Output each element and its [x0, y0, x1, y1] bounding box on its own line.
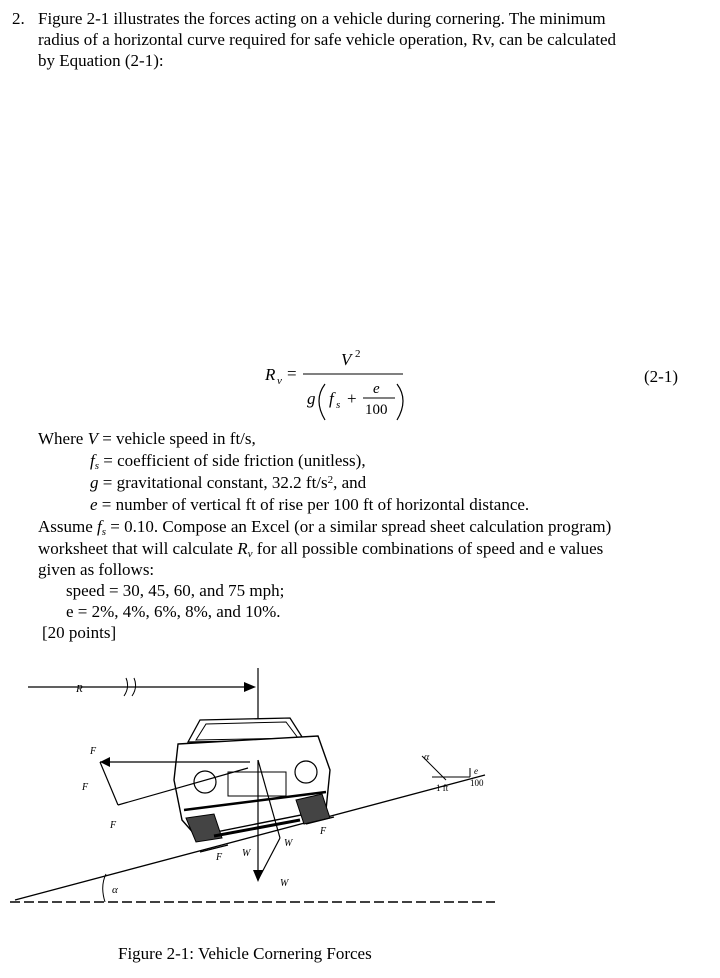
rv-arrowhead — [244, 682, 256, 692]
task-line-3: given as follows: — [38, 560, 155, 579]
def-fs-line — [90, 450, 366, 471]
figure-caption: Figure 2-1: Vehicle Cornering Forces — [118, 944, 372, 963]
intro-line-3: by Equation (2-1): — [38, 51, 164, 70]
eq-left-paren — [319, 384, 325, 420]
eq-denom-f-sub: s — [336, 399, 341, 411]
task-line-2-symbol: R — [237, 539, 248, 558]
vehicle-windshield — [196, 722, 298, 740]
def-g-post: , and — [333, 473, 367, 492]
eq-denom-g: g — [307, 389, 316, 408]
points-label: [20 points] — [42, 623, 117, 642]
speed-values: speed = 30, 45, 60, and 75 mph; — [66, 581, 285, 600]
def-v-symbol: V — [87, 429, 98, 448]
problem-number: 2. — [12, 9, 25, 28]
eq-lhs: R — [265, 365, 276, 384]
fcn-label: F — [110, 820, 117, 831]
task-line-2-post: for all possible combinations of speed and e values — [256, 539, 604, 558]
def-fs-sub: s — [94, 460, 100, 472]
wn-label: W — [284, 838, 293, 849]
def-fs-text: = coefficient of side friction (unitless), — [103, 451, 366, 470]
eq-equals: = — [287, 364, 297, 383]
intro-line-2: radius of a horizontal curve required for safe vehicle operation, Rv, can be calculated — [38, 30, 617, 49]
problem-intro — [38, 8, 698, 71]
ff-vector-left — [200, 845, 228, 852]
def-g-text: = gravitational constant, 32.2 ft/s — [102, 473, 328, 492]
slope-100-label: 100 — [470, 778, 484, 788]
eq-right-paren — [397, 384, 403, 420]
eq-denom-f: f — [329, 389, 334, 408]
eq-lhs-sub: v — [277, 375, 282, 387]
eq-numerator-exp: 2 — [355, 348, 361, 360]
ff-label-left: F — [216, 852, 223, 863]
rv-label: R — [76, 683, 83, 695]
def-e-symbol: e — [90, 495, 98, 514]
assume-symbol: f — [97, 517, 102, 536]
def-v-line — [38, 428, 256, 449]
wp-vector — [258, 838, 280, 880]
alpha-arc — [103, 874, 106, 902]
wp-label: W — [280, 878, 289, 889]
alpha-label: α — [112, 884, 118, 896]
w-arrowhead — [253, 870, 263, 882]
equation-2-1 — [255, 348, 435, 428]
ff-label-right: F — [320, 826, 327, 837]
def-e-text: = number of vertical ft of rise per 100 ft of horizontal distance. — [101, 495, 530, 514]
where-word: Where — [38, 429, 84, 448]
w-label: W — [242, 848, 251, 859]
task-line-2 — [38, 538, 603, 559]
assume-sub: s — [101, 526, 107, 538]
slope-e-label: e — [474, 766, 478, 776]
intro-line-1: Figure 2-1 illustrates the forces acting on a vehicle during cornering. The minimum — [38, 9, 606, 28]
def-fs-symbol: f — [90, 451, 95, 470]
eq-numerator: V — [341, 350, 352, 369]
e-values: e = 2%, 4%, 6%, 8%, and 10%. — [66, 602, 281, 621]
vehicle-cornering-figure — [0, 660, 500, 920]
task-line-2-pre: worksheet that will calculate — [38, 539, 233, 558]
eq-frac-den: 100 — [365, 402, 388, 418]
equation-label: (2-1) — [644, 367, 678, 386]
fcp-vector — [100, 762, 118, 805]
slope-alpha-label: α — [424, 752, 430, 763]
right-headlight — [295, 761, 317, 783]
assume-word: Assume — [38, 517, 93, 536]
assume-text: = 0.10. Compose an Excel (or a similar spread sheet calculation program) — [106, 517, 612, 536]
eq-plus: + — [347, 389, 357, 408]
def-g-line — [90, 472, 366, 493]
task-line-1 — [38, 516, 611, 537]
fcp-label: F — [82, 782, 89, 793]
def-g-symbol: g — [90, 473, 99, 492]
task-line-2-sub: v — [247, 548, 253, 560]
def-v-text: = vehicle speed in ft/s, — [102, 429, 256, 448]
eq-frac-num: e — [373, 381, 380, 397]
fc-label: F — [90, 746, 97, 757]
def-g-exp: 2 — [327, 474, 334, 486]
def-e-line — [90, 494, 529, 515]
slope-1ft-label: 1 ft — [436, 783, 449, 793]
